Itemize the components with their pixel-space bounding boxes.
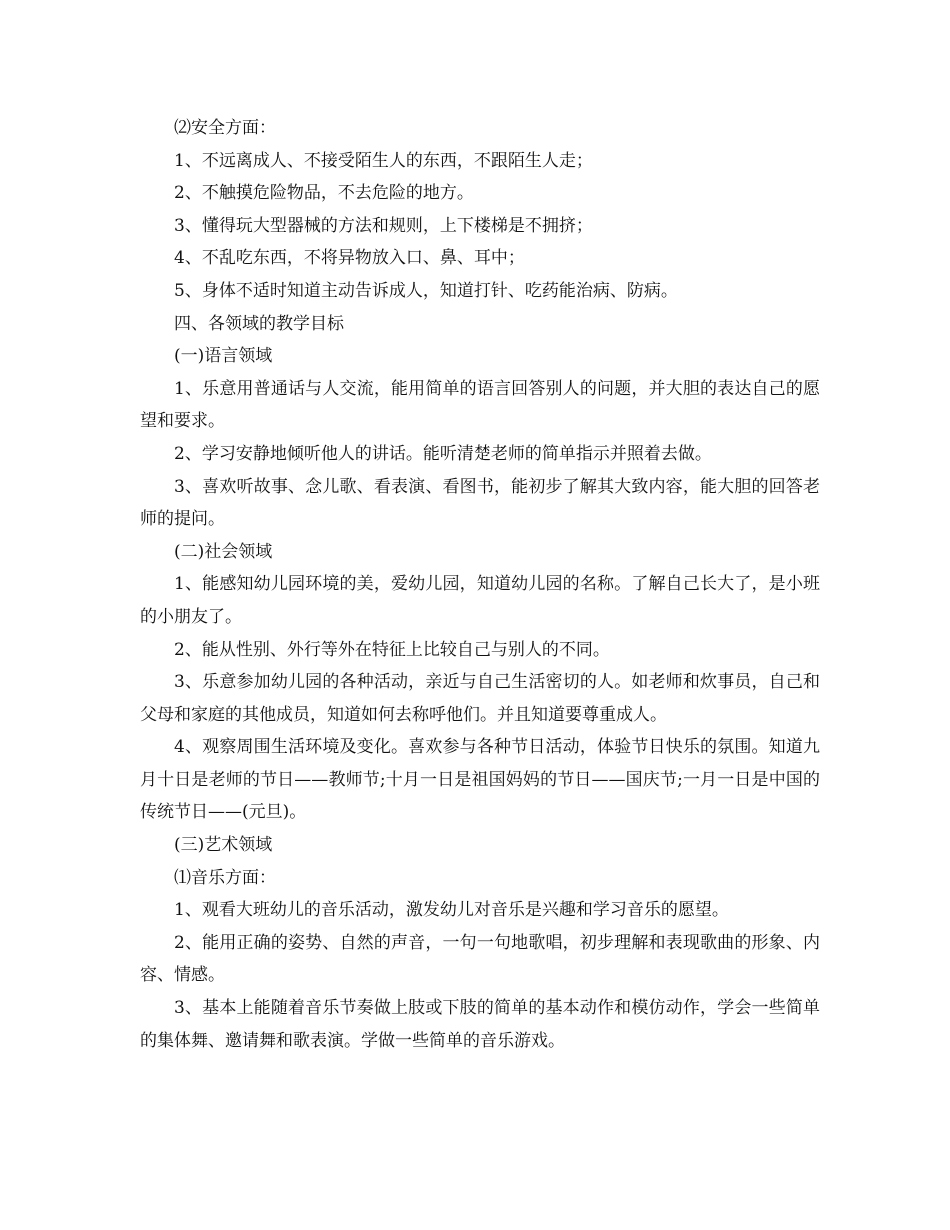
section-heading-teaching-goals: 四、各领域的教学目标: [174, 313, 344, 334]
paragraph-language-1: 1、乐意用普通话与人交流，能用简单的语言回答别人的问题，并大胆的表达自己的愿望和要求。: [140, 378, 820, 432]
paragraph-language-3: 3、喜欢听故事、念儿歌、看表演、看图书，能初步了解其大致内容，能大胆的回答老师的提问。: [140, 476, 820, 530]
paragraph-safety-4: 4、不乱吃东西，不将异物放入口、鼻、耳中；: [174, 248, 525, 269]
paragraph-safety-heading: ⑵安全方面：: [174, 118, 276, 138]
subsection-heading-art: (三)艺术领域: [174, 835, 273, 856]
paragraph-music-heading: ⑴音乐方面：: [174, 867, 276, 888]
paragraph-social-3: 3、乐意参加幼儿园的各种活动，亲近与自己生活密切的人。如老师和炊事员，自己和父母和家庭的其他成员，知道如何去称呼他们。并且知道要尊重成人。: [140, 672, 820, 725]
paragraph-language-2: 2、学习安静地倾听他人的讲话。能听清楚老师的简单指示并照着去做。: [174, 443, 712, 464]
paragraph-safety-2: 2、不触摸危险物品，不去危险的地方。: [174, 183, 474, 204]
paragraph-safety-1: 1、不远离成人、不接受陌生人的东西，不跟陌生人走；: [174, 150, 593, 171]
paragraph-social-1: 1、能感知幼儿园环境的美，爱幼儿园，知道幼儿园的名称。了解自己长大了，是小班的小朋友了。: [140, 574, 820, 627]
paragraph-social-2: 2、能从性别、外行等外在特征上比较自己与别人的不同。: [174, 639, 610, 660]
paragraph-safety-5: 5、身体不适时知道主动告诉成人，知道打针、吃药能治病、防病。: [174, 280, 678, 301]
paragraph-music-1: 1、观看大班幼儿的音乐活动，激发幼儿对音乐是兴趣和学习音乐的愿望。: [174, 900, 729, 921]
paragraph-music-3: 3、基本上能随着音乐节奏做上肢或下肢的简单的基本动作和模仿动作，学会一些简单的集体舞、邀请舞和歌表演。学做一些简单的音乐游戏。: [140, 998, 820, 1051]
paragraph-social-4: 4、观察周围生活环境及变化。喜欢参与各种节日活动，体验节日快乐的氛围。知道九月十日是老师的节日——教师节;十月一日是祖国妈妈的节日——国庆节;一月一日是中国的传统节日——(元旦)。: [140, 737, 820, 823]
paragraph-music-2: 2、能用正确的姿势、自然的声音，一句一句地歌唱，初步理解和表现歌曲的形象、内容、情感。: [140, 932, 820, 986]
paragraph-safety-3: 3、懂得玩大型器械的方法和规则，上下楼梯是不拥挤；: [174, 215, 593, 236]
subsection-heading-social: (二)社会领域: [174, 541, 273, 562]
document-body: [140, 112, 820, 1057]
subsection-heading-language: (一)语言领域: [174, 346, 273, 367]
